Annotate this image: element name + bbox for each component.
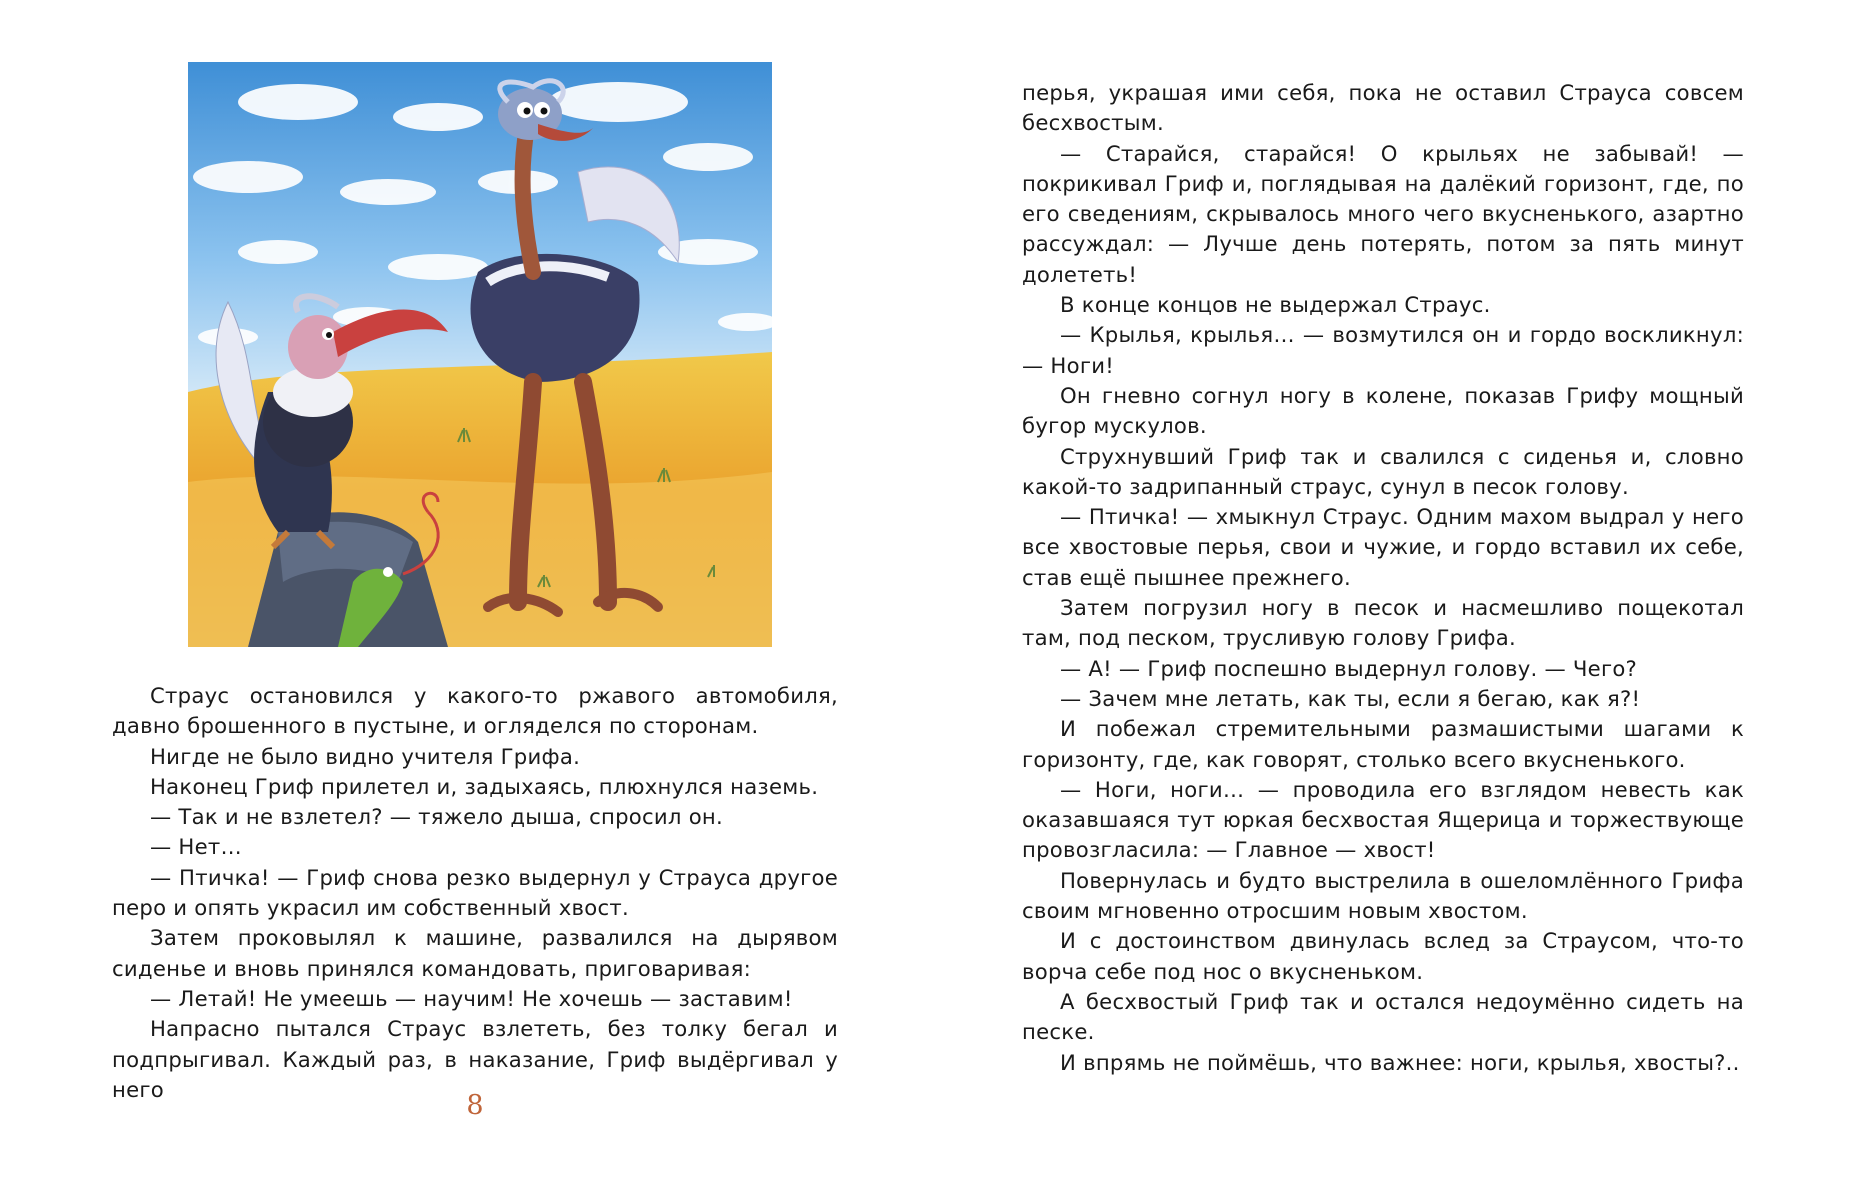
illustration-icon [188, 62, 772, 647]
paragraph: — Старайся, старайся! О крыльях не забывай! — покрикивал Гриф и, поглядывая на далёкий горизонт, где, по его сведениям, скрывалось много чего вкусненького, азартно рассуждал: — Лучше день потерять, потом за пять минут долететь! [1022, 140, 1744, 287]
paragraph: — А! — Гриф поспешно выдернул голову. — Чего? [1060, 655, 1638, 681]
ostrich-vulture-illustration [188, 62, 772, 647]
left-page-text [112, 681, 838, 1105]
paragraph: Затем погрузил ногу в песок и насмешливо пощекотал там, под песком, трусливую голову Грифа. [1022, 595, 1744, 651]
paragraph: Нигде не было видно учителя Грифа. [150, 743, 581, 769]
paragraph: И побежал стремительными размашистыми шагами к горизонту, где, как говорят, столько всего вкусненького. [1022, 716, 1744, 772]
paragraph: Повернулась и будто выстрелила в ошеломлённого Грифа своим мгновенно отросшим новым хвостом. [1022, 867, 1744, 924]
paragraph: Затем проковылял к машине, развалился на дырявом сиденье и вновь принялся командовать, приговаривая: [112, 925, 838, 981]
paragraph: — Ноги, ноги… — проводила его взглядом невесть как оказавшаяся тут юркая бесхвостая Ящерица и торжествующе провозгласила: — Главное — хвост! [1022, 776, 1744, 863]
paragraph: — Птичка! — Гриф снова резко выдернул у Страуса другое перо и опять украсил им собственный хвост. [112, 864, 838, 921]
paragraph-continuation: перья, украшая ими себя, пока не оставил Страуса совсем бесхвостым. [1022, 80, 1744, 136]
paragraph: А бесхвостый Гриф так и остался недоумённо сидеть на песке. [1022, 988, 1744, 1045]
paragraph: И с достоинством двинулась вслед за Страусом, что-то ворча себе под нос о вкусненьком. [1022, 928, 1744, 984]
paragraph: — Птичка! — хмыкнул Страус. Одним махом выдрал у него все хвостовые перья, свои и чужие, и гордо вставил их себе, став ещё пышнее прежнего. [1022, 504, 1744, 590]
page-number: 8 [466, 1090, 484, 1121]
paragraph: Напрасно пытался Страус взлететь, без толку бегал и подпрыгивал. Каждый раз, в наказание, Гриф выдёргивал у него [112, 1016, 838, 1102]
paragraph: В конце концов не выдержал Страус. [1060, 292, 1491, 318]
paragraph: Наконец Гриф прилетел и, задыхаясь, плюхнулся наземь. [150, 773, 819, 799]
paragraph: И впрямь не поймёшь, что важнее: ноги, крылья, хвосты?.. [1060, 1049, 1740, 1075]
paragraph: — Крылья, крылья… — возмутился он и гордо воскликнул: — Ноги! [1022, 322, 1744, 378]
paragraph: — Зачем мне летать, как ты, если я бегаю, как я?! [1060, 685, 1641, 711]
paragraph: Струхнувший Гриф так и свалился с сиденья и, словно какой-то задрипанный страус, сунул в песок голову. [1022, 443, 1744, 499]
right-page-text [1022, 78, 1744, 1078]
paragraph: Страус остановился у какого-то ржавого автомобиля, давно брошенного в пустыне, и огляделся по сторонам. [112, 683, 838, 739]
paragraph: — Нет… [150, 834, 242, 860]
paragraph: — Так и не взлетел? — тяжело дыша, спросил он. [150, 804, 723, 830]
paragraph: Он гневно согнул ногу в колене, показав Грифу мощный бугор мускулов. [1022, 382, 1744, 439]
paragraph: — Летай! Не умеешь — научим! Не хочешь — заставим! [150, 985, 793, 1011]
